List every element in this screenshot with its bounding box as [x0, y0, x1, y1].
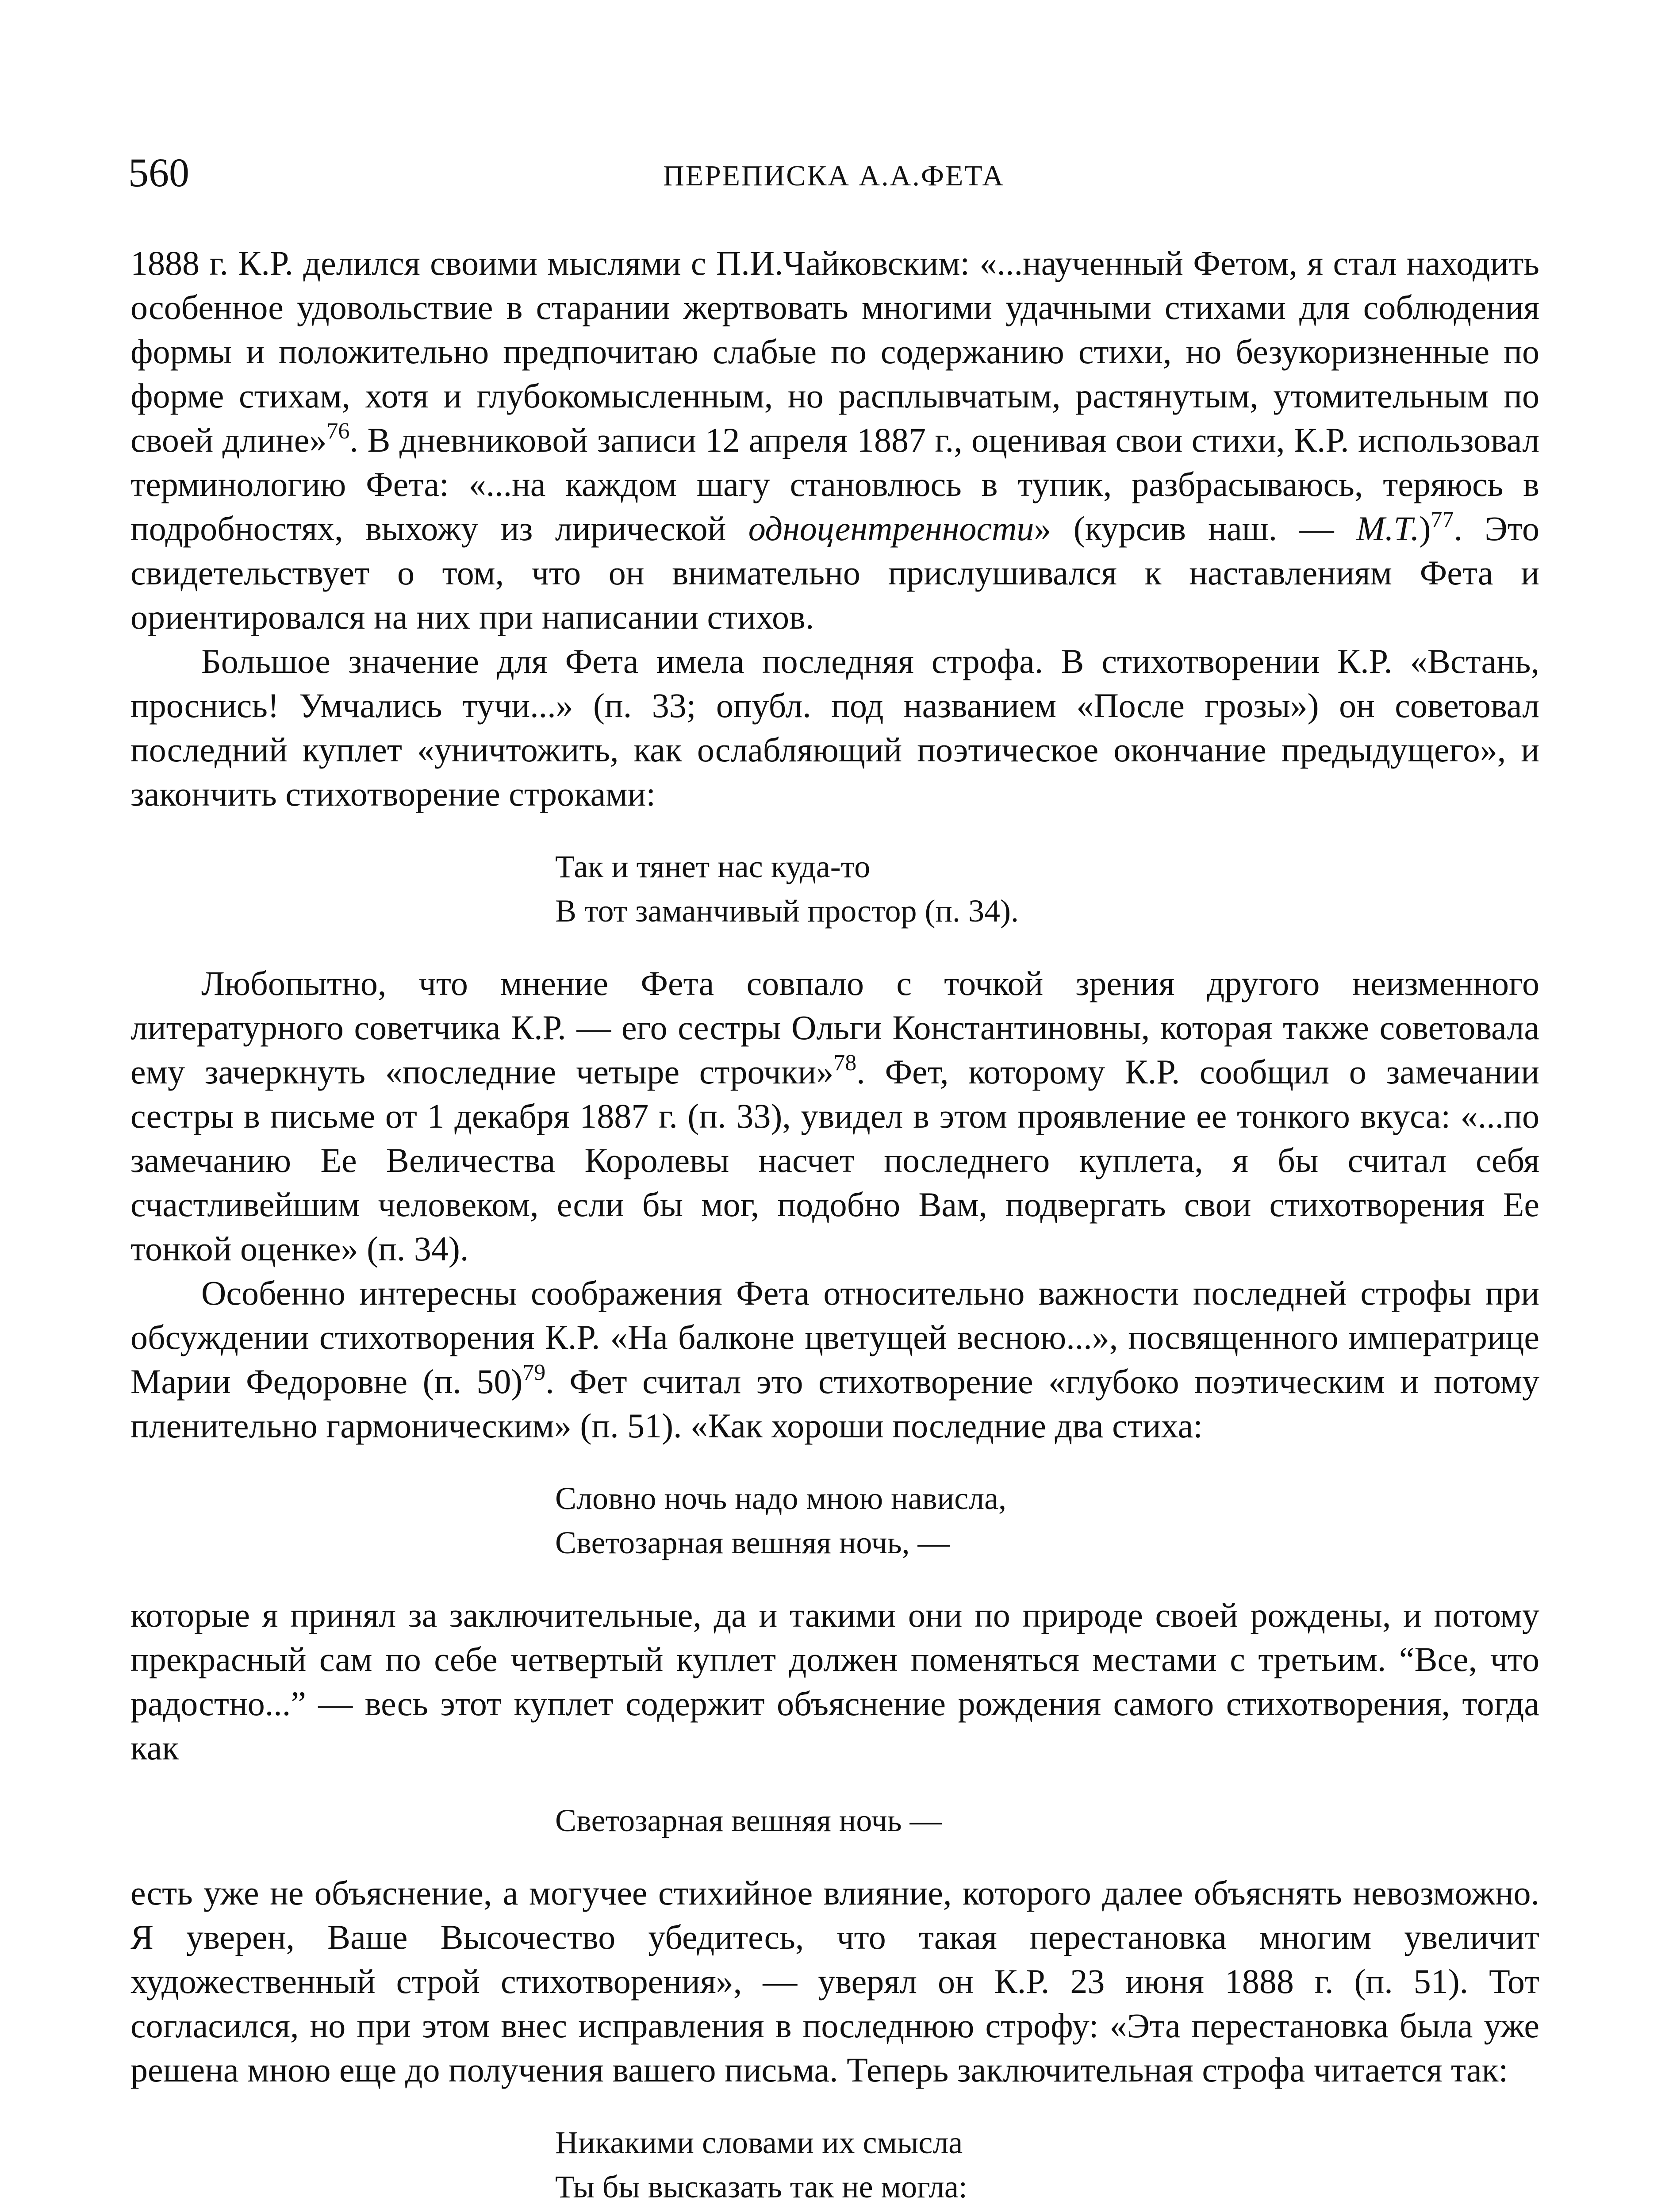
verse-line: Так и тянет нас куда-то: [555, 849, 871, 884]
verse-line: [555, 2209, 1539, 2212]
footnote-ref: 78: [833, 1050, 857, 1075]
paragraph-3-text-b: . Фет, которому К.Р. сообщил о замечании сестры в письме от 1 декабря 1887 г. (п. 33), увидел в этом проявление ее тонкого вкуса: «...по замечанию Ее Величества Королевы насчет последнего куплета, я бы считал себя счастливейшим человеком, если бы мог, подобно Вам, подвергать свои стихотворения Ее тонкой оценке» (п. 34).: [130, 1052, 1539, 1268]
footnote-ref: 79: [522, 1360, 546, 1385]
paragraph-3-text-a: Любопытно, что мнение Фета совпало с точкой зрения другого неизменного литературного советчика К.Р. — его сестры Ольги Константиновны, которая также советовала ему зачеркнуть «последние четыре строчки»: [130, 964, 1539, 1091]
paragraph-4-text-a: Особенно интересны соображения Фета относительно важности последней строфы при обсуждении стихотворения К.Р. «На балконе цветущей весною...», посвященного императрице Марии Федоровне (п. 50): [130, 1274, 1539, 1401]
running-head: ПЕРЕПИСКА А.А.ФЕТА: [663, 160, 1005, 192]
italic-term: одноцентренности: [748, 509, 1034, 548]
verse-quote-2: [555, 1476, 1539, 1565]
paragraph-1-text-a: 1888 г. К.Р. делился своими мыслями с П.И.Чайковским: «...наученный Фетом, я стал находить особенное удовольствие в старании жертвовать многими удачными стихами для соблюдения формы и положительно предпочитаю слабые по содержанию стихи, но безукоризненные по форме стихам, хотя и глубокомысленным, но расплывчатым, растянутым, утомительным по своей длине»: [130, 244, 1539, 459]
page-header: [128, 146, 1539, 199]
verse-line: Светозарная вешняя ночь —: [555, 1803, 942, 1838]
paragraph-6: есть уже не объяснение, а могучее стихийное влияние, которого далее объяснять невозможно. Я уверен, Ваше Высочество убедитесь, что такая перестановка многим увеличит художественный строй стихотворения», — уверял он К.Р. 23 июня 1888 г. (п. 51). Тот согласился, но при этом внес исправления в последнюю строфу: «Эта перестановка была уже решена мною еще до получения вашего письма. Теперь заключительная строфа читается так:: [130, 1874, 1539, 2089]
paragraph-4: [130, 1271, 1539, 1448]
verse-quote-1: [555, 845, 1539, 933]
paragraph-4-text-b: . Фет считал это стихотворение «глубоко поэтическим и потому пленительно гармоническим» (п. 51). «Как хороши последние два стиха:: [130, 1362, 1539, 1445]
paragraph-1-text-d: ): [1419, 509, 1431, 548]
verse-line: Ты бы высказать так не могла:: [555, 2169, 967, 2204]
footnote-ref: 76: [326, 419, 350, 444]
paragraph-1-text-c: » (курсив наш. —: [1034, 509, 1357, 548]
author-initials: М.Т.: [1356, 509, 1420, 548]
footnote-ref: 77: [1431, 507, 1454, 532]
verse-quote-3: [555, 1798, 1539, 1843]
verse-line: В тот заманчивый простор (п. 34).: [555, 893, 1019, 929]
paragraph-5: которые я принял за заключительные, да и такими они по природе своей рождены, и потому прекрасный сам по себе четвертый куплет должен поменяться местами с третьим. “Все, что радостно...” — весь этот куплет содержит объяснение рождения самого стихотворения, тогда как: [130, 1596, 1539, 1767]
paragraph-1-text-b: . В дневниковой записи 12 апреля 1887 г., оценивая свои стихи, К.Р. использовал терминологию Фета: «...на каждом шагу становлюсь в тупик, разбрасываюсь, теряюсь в подробностях, выхожу из лирической: [130, 421, 1539, 548]
verse-line: Никакими словами их смысла: [555, 2125, 963, 2160]
paragraph-1-text-e: . Это свидетельствует о том, что он внимательно прислушивался к наставлениям Фета и ориентировался на них при написании стихов.: [130, 509, 1539, 636]
verse-quote-4: [555, 2120, 1539, 2212]
page-number: 560: [128, 150, 189, 195]
verse-line: Светозарная вешняя ночь, —: [555, 1525, 950, 1560]
body-text: [130, 241, 1539, 2212]
paragraph-3: [130, 961, 1539, 1271]
verse-line: Словно ночь надо мною нависла,: [555, 1481, 1007, 1516]
paragraph-1: [130, 241, 1539, 639]
paragraph-2: Большое значение для Фета имела последняя строфа. В стихотворении К.Р. «Встань, проснись! Умчались тучи...» (п. 33; опубл. под названием «После грозы») он советовал последний куплет «уничтожить, как ослабляющий поэтическое окончание предыдущего», и закончить стихотворение строками:: [130, 642, 1539, 813]
